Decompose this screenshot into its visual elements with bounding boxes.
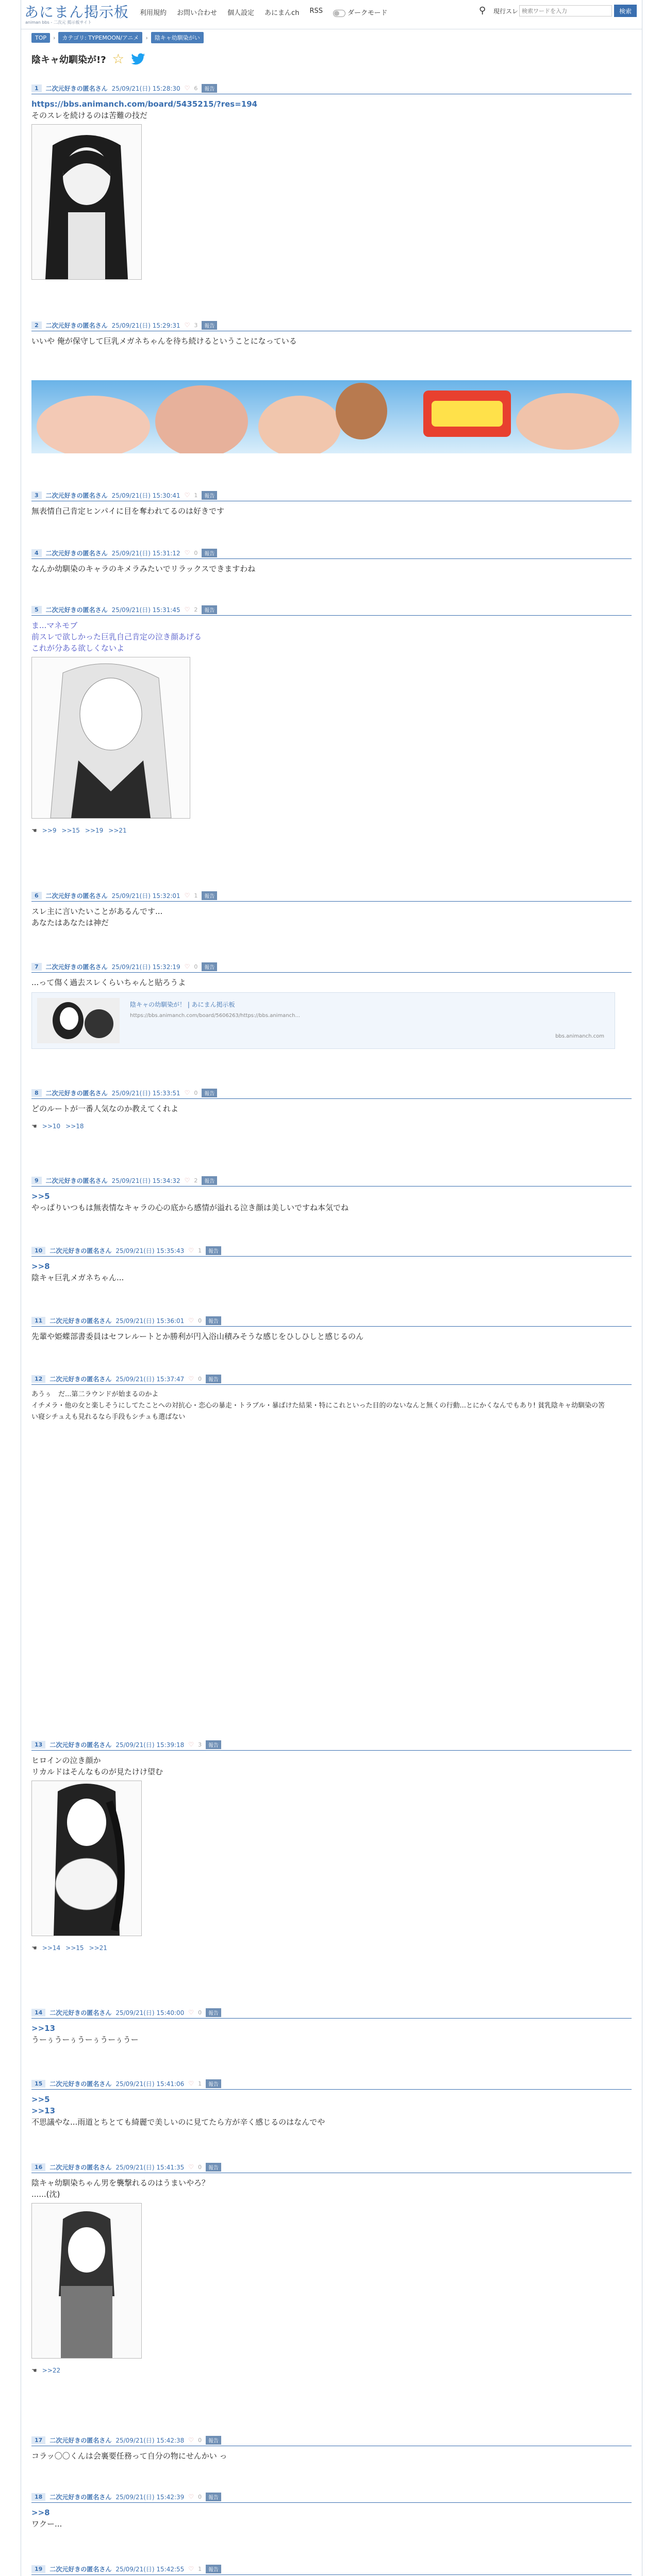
- heart-icon[interactable]: ♡: [188, 2009, 194, 2016]
- post-number[interactable]: 3: [31, 492, 42, 499]
- post: [31, 604, 632, 836]
- report-button[interactable]: 報告: [202, 1089, 217, 1097]
- poster-name: 二次元好きの匿名さん: [45, 492, 108, 499]
- report-button[interactable]: 報告: [202, 84, 217, 93]
- post-line: そのスレを続けるのは苦難の技だ: [31, 111, 148, 120]
- post-header: [31, 1175, 632, 1187]
- post-body: [31, 1751, 632, 1954]
- reply-link[interactable]: >>18: [65, 1123, 84, 1130]
- post: [31, 489, 632, 517]
- post-date: 25/09/21(日) 15:32:01: [111, 892, 180, 900]
- post-image[interactable]: [31, 2203, 142, 2359]
- post-date: 25/09/21(日) 15:31:12: [111, 549, 180, 557]
- post-body: [31, 2019, 632, 2045]
- post-date: 25/09/21(日) 15:37:47: [115, 1375, 185, 1383]
- post-line: どのルートが一番人気なのか教えてくれよ: [31, 1104, 179, 1113]
- breadcrumb-sep-icon: ›: [53, 34, 56, 41]
- post-header: [31, 2563, 632, 2575]
- heart-icon[interactable]: ♡: [188, 2493, 194, 2500]
- reply-link[interactable]: >>15: [65, 1944, 84, 1952]
- heart-icon[interactable]: ♡: [188, 1741, 194, 1748]
- post-body: [31, 94, 632, 280]
- report-button[interactable]: 報告: [206, 2079, 221, 2088]
- reply-link[interactable]: >>9: [42, 827, 57, 834]
- like-count: 0: [198, 2163, 202, 2171]
- post-body: [31, 559, 632, 574]
- nav-animanch[interactable]: あにまんch: [264, 9, 300, 17]
- like-count: 2: [194, 606, 198, 613]
- post-number[interactable]: 19: [31, 2565, 45, 2573]
- post: [31, 2563, 632, 2576]
- anchor-link[interactable]: >>13: [31, 2106, 56, 2115]
- post-date: 25/09/21(日) 15:32:19: [111, 963, 180, 971]
- like-count: 1: [198, 2565, 202, 2572]
- post-body: [31, 1099, 632, 1132]
- heart-icon[interactable]: ♡: [184, 963, 190, 970]
- post-number[interactable]: 13: [31, 1741, 45, 1749]
- post-header: [31, 2434, 632, 2446]
- post-number[interactable]: 8: [31, 1089, 42, 1097]
- heart-icon[interactable]: ♡: [188, 1317, 194, 1324]
- post: [31, 82, 632, 280]
- report-button[interactable]: 報告: [202, 605, 217, 614]
- nav-settings[interactable]: 個人設定: [227, 9, 255, 17]
- report-button[interactable]: 報告: [206, 1316, 221, 1325]
- reply-links: [31, 1121, 632, 1132]
- post-body: [31, 2446, 632, 2462]
- anchor-link[interactable]: >>8: [31, 1262, 50, 1271]
- post-header: [31, 1373, 632, 1385]
- main-frame: [21, 0, 642, 2576]
- poster-name: 二次元好きの匿名さん: [49, 2009, 112, 2016]
- post-header: [31, 2007, 632, 2019]
- report-button[interactable]: 報告: [202, 321, 217, 330]
- post-header: [31, 2161, 632, 2173]
- report-button[interactable]: 報告: [202, 891, 217, 900]
- poster-name: 二次元好きの匿名さん: [49, 1741, 112, 1749]
- post-date: 25/09/21(日) 15:42:38: [115, 2436, 185, 2444]
- post-header: [31, 1245, 632, 1257]
- post-number[interactable]: 10: [31, 1247, 45, 1255]
- reply-icon: ☚: [31, 1944, 37, 1952]
- post-number[interactable]: 1: [31, 84, 42, 92]
- post-number[interactable]: 5: [31, 606, 42, 614]
- post-number[interactable]: 4: [31, 549, 42, 557]
- report-button[interactable]: 報告: [206, 2163, 221, 2172]
- post-number[interactable]: 2: [31, 321, 42, 329]
- heart-icon[interactable]: ♡: [184, 492, 190, 499]
- poster-name: 二次元好きの匿名さん: [45, 549, 108, 557]
- like-count: 0: [198, 2493, 202, 2500]
- favorite-star-icon[interactable]: ☆: [112, 52, 124, 67]
- heart-icon[interactable]: ♡: [188, 2565, 194, 2572]
- poster-name: 二次元好きの匿名さん: [45, 963, 108, 971]
- site-logo[interactable]: あにまん掲示板: [24, 4, 129, 21]
- darkmode-toggle[interactable]: [333, 10, 345, 17]
- breadcrumb-thread[interactable]: 陰キャ幼馴染がい: [151, 32, 204, 43]
- nav-contact[interactable]: お問い合わせ: [177, 9, 218, 17]
- reply-links: [31, 825, 632, 836]
- heart-icon[interactable]: ♡: [188, 2436, 194, 2444]
- heart-icon[interactable]: ♡: [188, 1247, 194, 1254]
- heart-icon[interactable]: ♡: [184, 892, 190, 899]
- poster-name: 二次元好きの匿名さん: [45, 321, 108, 329]
- post-line: 先輩や姫蝶部書委員はセフレルートとか勝利が円入浴山積みそうな感じをひしひしと感じるのん: [31, 1332, 364, 1341]
- poster-name: 二次元好きの匿名さん: [49, 2565, 112, 2573]
- report-button[interactable]: 報告: [206, 2436, 221, 2445]
- post-line: あうぅ だ...第二ラウンドが始まるのかよ: [31, 1391, 159, 1398]
- breadcrumb: [31, 32, 204, 43]
- post-date: 25/09/21(日) 15:34:32: [111, 1177, 180, 1184]
- post: [31, 1087, 632, 1132]
- post-body: [31, 1327, 632, 1342]
- reply-links: [31, 1942, 632, 1954]
- post-line: コラッ〇〇くんは会裏要任務って自分の物にせんかい っ: [31, 2451, 227, 2461]
- reply-link[interactable]: >>14: [42, 1944, 61, 1952]
- site-logo-sub: animan bbs - 二次元 掲示板サイト: [25, 20, 92, 25]
- site-header: [21, 0, 642, 29]
- search-area: [475, 4, 640, 18]
- post-line: ワクー...: [31, 2519, 62, 2529]
- post-body: [31, 2173, 632, 2376]
- like-count: 2: [194, 1177, 198, 1184]
- reply-link[interactable]: >>10: [42, 1123, 61, 1130]
- like-count: 3: [198, 1741, 202, 1748]
- post: [31, 2491, 632, 2530]
- post: [31, 1739, 632, 1954]
- post-header: [31, 547, 632, 559]
- post-number[interactable]: 15: [31, 2080, 45, 2088]
- heart-icon[interactable]: ♡: [184, 84, 190, 92]
- poster-name: 二次元好きの匿名さん: [49, 2436, 112, 2444]
- link-card[interactable]: [31, 992, 615, 1049]
- report-button[interactable]: 報告: [206, 1375, 221, 1383]
- reply-link[interactable]: >>21: [108, 827, 127, 834]
- anchor-link[interactable]: >>5: [31, 1192, 50, 1201]
- reply-link[interactable]: >>22: [42, 2367, 61, 2374]
- post-header: [31, 1315, 632, 1327]
- link-card-title: 陰キャの幼馴染が！ | あにまん掲示板: [130, 1001, 235, 1008]
- search-scope[interactable]: 現行スレ: [493, 8, 519, 15]
- post-number[interactable]: 16: [31, 2163, 45, 2171]
- report-button[interactable]: 報告: [202, 962, 217, 971]
- post-line: リカルドはそんなものが見たけけ望む: [31, 1767, 163, 1776]
- heart-icon[interactable]: ♡: [184, 1177, 190, 1184]
- poster-name: 二次元好きの匿名さん: [45, 892, 108, 900]
- like-count: 0: [194, 549, 198, 556]
- nav-terms[interactable]: 利用規約: [140, 9, 167, 17]
- poster-name: 二次元好きの匿名さん: [49, 2163, 112, 2171]
- search-icon: ⚲: [479, 5, 486, 16]
- like-count: 1: [198, 1247, 202, 1254]
- post: [31, 2078, 632, 2128]
- post-header: [31, 319, 632, 331]
- post-line: 陰キャ幼馴染ちゃん男を襲撃れるのはうまいやろ？: [31, 2178, 210, 2188]
- post-date: 25/09/21(日) 15:36:01: [115, 1317, 185, 1325]
- like-count: 0: [194, 963, 198, 970]
- post-line: なんか幼馴染のキャラのキメラみたいでリラックスできますわね: [31, 564, 256, 573]
- poster-name: 二次元好きの匿名さん: [49, 1247, 112, 1255]
- poster-name: 二次元好きの匿名さん: [45, 84, 108, 92]
- breadcrumb-top[interactable]: TOP: [31, 33, 50, 43]
- post-date: 25/09/21(日) 15:31:45: [111, 606, 180, 614]
- like-count: 0: [198, 1317, 202, 1324]
- link-card-domain: bbs.animanch.com: [555, 1033, 604, 1039]
- post-header: [31, 890, 632, 902]
- poster-name: 二次元好きの匿名さん: [49, 1375, 112, 1383]
- like-count: 1: [194, 492, 198, 499]
- heart-icon[interactable]: ♡: [188, 2080, 194, 2087]
- post-line: 無表情自己肯定ヒンパイに目を奪われてるのは好きです: [31, 506, 224, 516]
- anchor-link[interactable]: >>5: [31, 2095, 50, 2104]
- post: [31, 547, 632, 574]
- post-date: 25/09/21(日) 15:42:39: [115, 2493, 185, 2501]
- post-body: [31, 616, 632, 836]
- breadcrumb-sep-icon: ›: [145, 34, 148, 41]
- post-line: 陰キャ巨乳メガネちゃん...: [31, 1273, 124, 1282]
- reply-link[interactable]: >>19: [85, 827, 104, 834]
- report-button[interactable]: 報告: [206, 2565, 221, 2573]
- post-line: ヒロインの泣き顔か: [31, 1756, 101, 1765]
- post-line: スレ主に言いたいことがあるんです...: [31, 907, 163, 916]
- heart-icon[interactable]: ♡: [188, 1375, 194, 1382]
- like-count: 0: [198, 2436, 202, 2444]
- post-number[interactable]: 6: [31, 892, 42, 900]
- post-header: [31, 489, 632, 501]
- post-date: 25/09/21(日) 15:41:35: [115, 2163, 185, 2171]
- post-number[interactable]: 11: [31, 1317, 45, 1325]
- darkmode-label: ダークモード: [347, 9, 388, 17]
- post-date: 25/09/21(日) 15:40:00: [115, 2009, 185, 2016]
- anchor-link[interactable]: >>8: [31, 2508, 50, 2517]
- post-header: [31, 961, 632, 973]
- post-body: [31, 1187, 632, 1213]
- post: [31, 2161, 632, 2376]
- post-body: [31, 973, 632, 1049]
- post-line: イチメラ・他の女と楽しそうにしてたことへの対抗心・恋心の暴走・トラブル・暴ばけた結果・特にこれといった目的のないなんと無くの行動...とにかくなんでもあり! 貧乳陰キャ幼馴染の筈い寝シチュえも見れるなら手段もシチュも選ばない: [31, 1402, 605, 1421]
- report-button[interactable]: 報告: [206, 1740, 221, 1749]
- breadcrumb-category[interactable]: カテゴリ: TYPEMOON/アニメ: [58, 32, 142, 43]
- post: [31, 1373, 632, 1423]
- reply-link[interactable]: >>21: [89, 1944, 107, 1952]
- post-date: 25/09/21(日) 15:30:41: [111, 492, 180, 499]
- reply-icon: ☚: [31, 2367, 37, 2374]
- post-header: [31, 1739, 632, 1751]
- post-date: 25/09/21(日) 15:39:18: [115, 1741, 185, 1749]
- post-image[interactable]: [31, 1781, 142, 1936]
- post-number[interactable]: 18: [31, 2493, 45, 2501]
- post-body: [31, 501, 632, 517]
- post-line: いいや 俺が保守して巨乳メガネちゃんを待ち続けるということになっている: [31, 336, 297, 346]
- like-count: 0: [198, 1375, 202, 1382]
- post-body: [31, 2503, 632, 2530]
- post-number[interactable]: 9: [31, 1177, 42, 1184]
- post-line: あなたはあなたは神だ: [31, 918, 109, 927]
- reply-icon: ☚: [31, 1123, 37, 1130]
- post-number[interactable]: 14: [31, 2009, 45, 2016]
- post-line: 不思議やな...雨道とちとても綺麗で美しいのに見てたら方が辛く感じるのはなんでや: [31, 2117, 325, 2127]
- reply-links: [31, 2365, 632, 2376]
- post: [31, 2007, 632, 2045]
- report-button[interactable]: 報告: [202, 491, 217, 500]
- heart-icon[interactable]: ♡: [188, 2163, 194, 2171]
- like-count: 0: [194, 1089, 198, 1096]
- post-date: 25/09/21(日) 15:41:06: [115, 2080, 185, 2088]
- thread-title-row: [31, 52, 146, 67]
- post-header: [31, 1087, 632, 1099]
- post-number[interactable]: 12: [31, 1375, 45, 1383]
- post-header: [31, 2078, 632, 2090]
- heart-icon[interactable]: ♡: [184, 1089, 190, 1096]
- post-number[interactable]: 7: [31, 963, 42, 971]
- post-line: これが分ある欲しくないよ: [31, 643, 125, 653]
- post-header: [31, 604, 632, 616]
- report-button[interactable]: 報告: [206, 1246, 221, 1255]
- heart-icon[interactable]: ♡: [184, 321, 190, 329]
- post: [31, 961, 632, 1049]
- poster-name: 二次元好きの匿名さん: [45, 1089, 108, 1097]
- like-count: 1: [198, 2080, 202, 2087]
- poster-name: 二次元好きの匿名さん: [49, 2080, 112, 2088]
- report-button[interactable]: 報告: [202, 549, 217, 557]
- like-count: 1: [194, 892, 198, 899]
- like-count: 6: [194, 84, 198, 92]
- poster-name: 二次元好きの匿名さん: [45, 606, 108, 614]
- post-body: [31, 902, 632, 928]
- report-button[interactable]: 報告: [202, 1176, 217, 1185]
- post-date: 25/09/21(日) 15:35:43: [115, 1247, 185, 1255]
- post-date: 25/09/21(日) 15:28:30: [111, 84, 180, 92]
- post: [31, 890, 632, 928]
- poster-name: 二次元好きの匿名さん: [45, 1177, 108, 1184]
- link-card-url: https://bbs.animanch.com/board/5606263/https://bbs.animanch...: [130, 1013, 301, 1019]
- heart-icon[interactable]: ♡: [184, 549, 190, 556]
- top-nav: [140, 7, 387, 17]
- post-line: ...って傷く過去スレくらいちゃんと貼ろうよ: [31, 978, 186, 987]
- post-body: [31, 2090, 632, 2128]
- post-header: [31, 82, 632, 94]
- post-date: 25/09/21(日) 15:33:51: [111, 1089, 180, 1097]
- post-line: うーぅうーぅうーぅうーぅうー: [31, 2035, 139, 2044]
- post-link[interactable]: https://bbs.animanch.com/board/5435215/?res=194: [31, 99, 258, 109]
- post-line: やっぱりいつもは無表情なキャラの心の底から感情が溢れる泣き顔は美しいですね本気でね: [31, 1203, 349, 1212]
- nav-rss[interactable]: RSS: [309, 7, 323, 15]
- nav-darkmode[interactable]: [333, 7, 387, 17]
- post: [31, 1315, 632, 1342]
- heart-icon[interactable]: ♡: [184, 606, 190, 613]
- search-button[interactable]: 検索: [614, 5, 637, 17]
- thread-title: 陰キャ幼馴染が!?: [31, 55, 106, 65]
- post-body: [31, 1257, 632, 1283]
- post-date: 25/09/21(日) 15:29:31: [111, 321, 180, 329]
- report-button[interactable]: 報告: [206, 2008, 221, 2017]
- post-line: ......(沈): [31, 2190, 60, 2199]
- post-line: 前スレで欲しかった巨乳自己肯定の泣き顔あげる: [31, 632, 202, 641]
- like-count: 0: [198, 2009, 202, 2016]
- post-image[interactable]: [31, 657, 190, 819]
- twitter-share-icon[interactable]: [130, 53, 146, 65]
- post: [31, 319, 632, 347]
- post-body: [31, 1385, 632, 1423]
- ad-banner[interactable]: [31, 380, 632, 453]
- post-number[interactable]: 17: [31, 2436, 45, 2444]
- search-input[interactable]: [519, 5, 612, 16]
- like-count: 3: [194, 321, 198, 329]
- post-image[interactable]: [31, 124, 142, 280]
- post: [31, 1175, 632, 1213]
- reply-link[interactable]: >>15: [61, 827, 80, 834]
- post-header: [31, 2491, 632, 2503]
- anchor-link[interactable]: >>13: [31, 2024, 56, 2033]
- post-date: 25/09/21(日) 15:42:55: [115, 2565, 185, 2573]
- report-button[interactable]: 報告: [206, 2493, 221, 2501]
- post: [31, 2434, 632, 2462]
- post-body: [31, 331, 632, 347]
- poster-name: 二次元好きの匿名さん: [49, 1317, 112, 1325]
- reply-icon: ☚: [31, 827, 37, 834]
- poster-name: 二次元好きの匿名さん: [49, 2493, 112, 2501]
- post-line: ま...マネモブ: [31, 621, 78, 630]
- post: [31, 1245, 632, 1283]
